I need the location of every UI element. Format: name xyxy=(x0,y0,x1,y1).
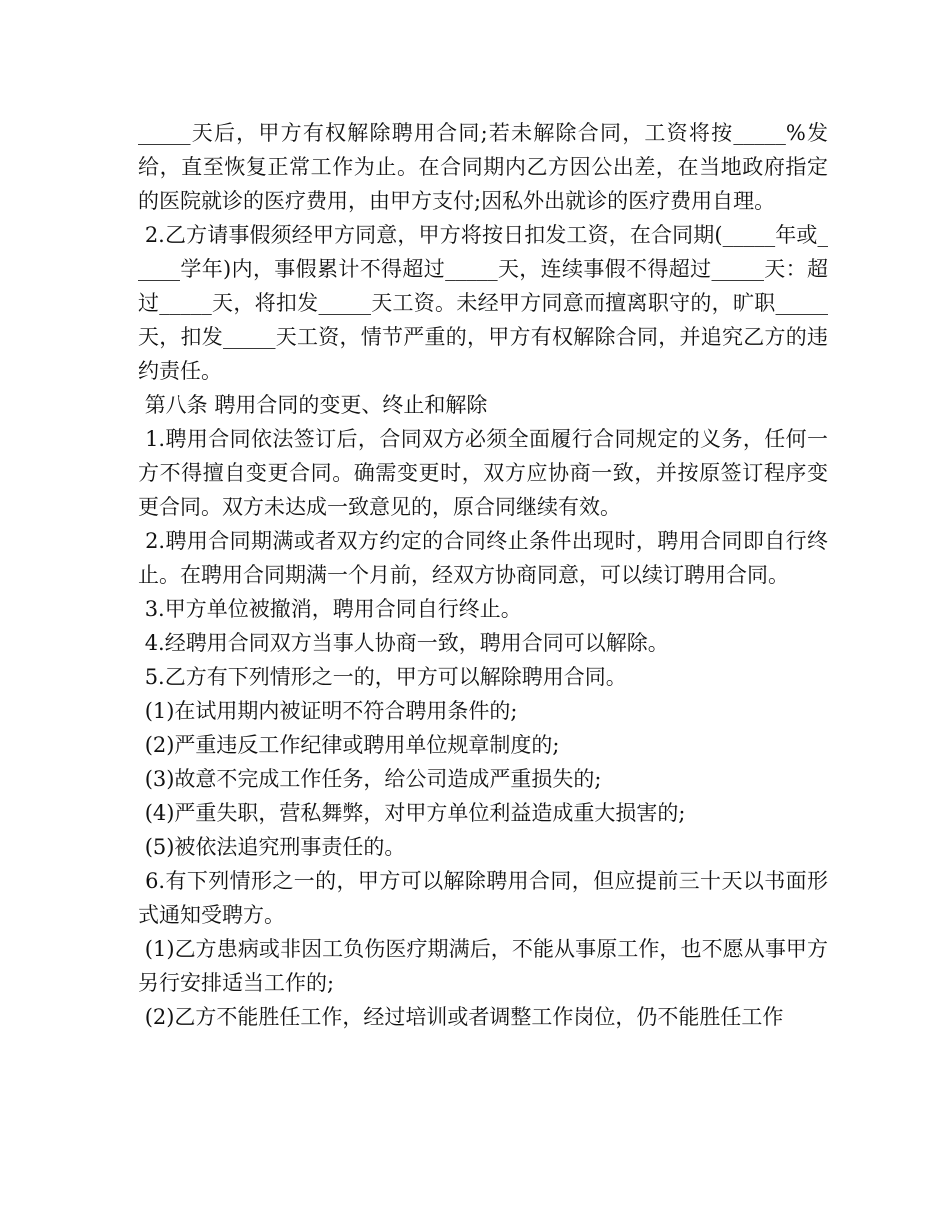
section-heading: 第八条 聘用合同的变更、终止和解除 xyxy=(138,393,488,417)
list-item: (1)在试用期内被证明不符合聘用条件的; xyxy=(138,699,518,723)
paragraph: 1.聘用合同依法签订后，合同双方必须全面履行合同规定的义务，任何一方不得擅自变更合同。确需变更时，双方应协商一致，并按原签订程序变更合同。双方未达成一致意见的，原合同继续有效。 xyxy=(138,427,828,519)
paragraph: 3.甲方单位被撤消，聘用合同自行终止。 xyxy=(138,597,522,621)
list-item: (2)严重违反工作纪律或聘用单位规章制度的; xyxy=(138,733,560,757)
paragraph: 4.经聘用合同双方当事人协商一致，聘用合同可以解除。 xyxy=(138,631,669,655)
list-item: (2)乙方不能胜任工作，经过培训或者调整工作岗位，仍不能胜任工作 xyxy=(138,1005,784,1029)
paragraph: _____天后，甲方有权解除聘用合同;若未解除合同，工资将按_____%发给，直至恢复正常工作为止。在合同期内乙方因公出差，在当地政府指定的医院就诊的医疗费用，由甲方支付;因私外出就诊的医疗费用自理。 xyxy=(138,121,828,213)
paragraph: 6.有下列情形之一的，甲方可以解除聘用合同，但应提前三十天以书面形式通知受聘方。 xyxy=(138,869,828,927)
list-item: (3)故意不完成工作任务，给公司造成严重损失的; xyxy=(138,767,602,791)
document-body xyxy=(138,116,828,1034)
list-item: (4)严重失职，营私舞弊，对甲方单位利益造成重大损害的; xyxy=(138,801,686,825)
list-item: (1)乙方患病或非因工负伤医疗期满后，不能从事原工作，也不愿从事甲方另行安排适当工作的; xyxy=(138,937,828,995)
paragraph: 5.乙方有下列情形之一的，甲方可以解除聘用合同。 xyxy=(138,665,627,689)
paragraph: 2.乙方请事假须经甲方同意，甲方将按日扣发工资，在合同期(_____年或_____学年)内，事假累计不得超过_____天，连续事假不得超过_____天：超过_____天，将扣发_____天工资。未经甲方同意而擅离职守的，旷职_____天，扣发_____天工资，情节严重的，甲方有权解除合同，并追究乙方的违约责任。 xyxy=(138,223,828,383)
paragraph: 2.聘用合同期满或者双方约定的合同终止条件出现时，聘用合同即自行终止。在聘用合同期满一个月前，经双方协商同意，可以续订聘用合同。 xyxy=(138,529,828,587)
list-item: (5)被依法追究刑事责任的。 xyxy=(138,835,406,859)
